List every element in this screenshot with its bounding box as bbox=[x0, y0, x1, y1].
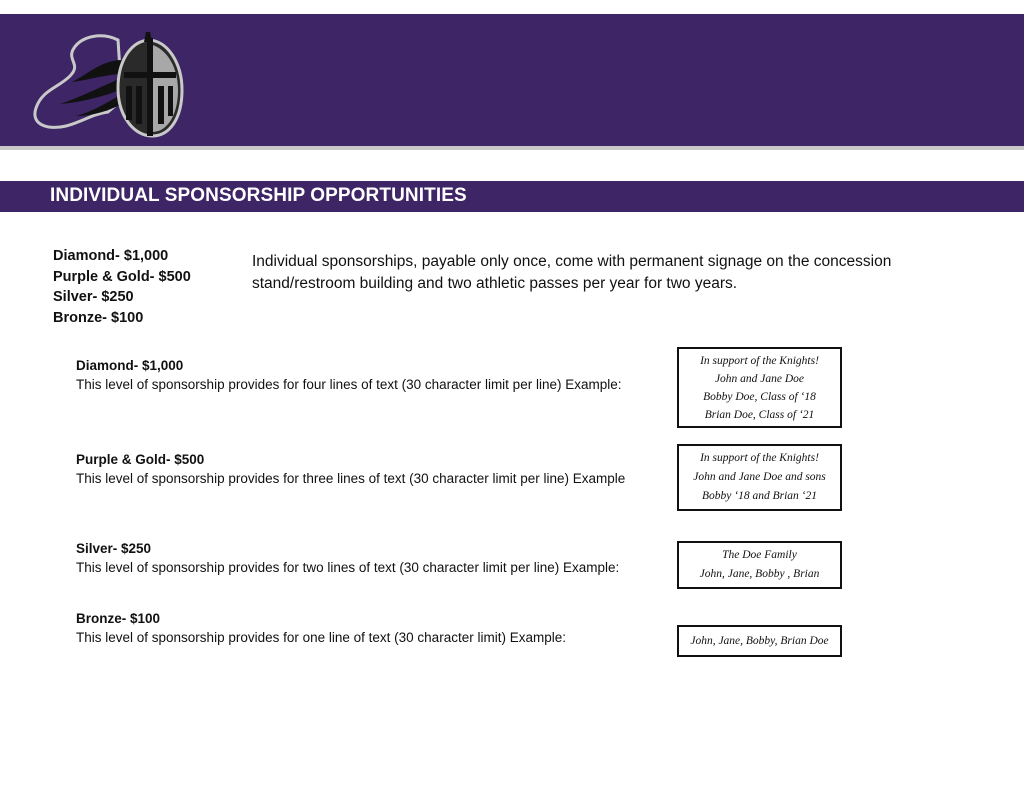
example-line: Bobby ‘18 and Brian ‘21 bbox=[702, 490, 817, 502]
tier-silver bbox=[76, 539, 676, 577]
tier-title: Silver- $250 bbox=[76, 541, 152, 556]
intro-paragraph: Individual sponsorships, payable only once, come with permanent signage on the concession stand/restroom building and two athletic passes per year for two years. bbox=[252, 253, 892, 292]
level-purple-gold: Purple & Gold- $500 bbox=[53, 268, 191, 285]
example-sign-purple-gold bbox=[677, 444, 842, 511]
example-sign-bronze bbox=[677, 625, 842, 657]
tier-description: This level of sponsorship provides for four lines of text (30 character limit per line) Example: bbox=[76, 377, 622, 392]
tier-description: This level of sponsorship provides for two lines of text (30 character limit per line) Example: bbox=[76, 560, 620, 575]
example-sign-diamond bbox=[677, 347, 842, 428]
example-line: John and Jane Doe bbox=[714, 372, 805, 385]
sponsorship-levels-list bbox=[53, 246, 233, 328]
header-divider bbox=[0, 146, 1024, 150]
tier-title: Purple & Gold- $500 bbox=[76, 452, 205, 467]
tier-description: This level of sponsorship provides for one line of text (30 character limit) Example: bbox=[76, 630, 566, 645]
level-bronze: Bronze- $100 bbox=[53, 309, 144, 326]
tier-diamond bbox=[76, 356, 676, 394]
knight-helmet-logo bbox=[22, 30, 184, 142]
example-line: The Doe Family bbox=[722, 549, 797, 561]
section-title-band bbox=[0, 181, 1024, 212]
example-line: Bobby Doe, Class of ‘18 bbox=[703, 390, 816, 403]
tier-bronze bbox=[76, 609, 676, 647]
tier-description: This level of sponsorship provides for three lines of text (30 character limit per line) Example bbox=[76, 471, 626, 486]
example-line: John, Jane, Bobby, Brian Doe bbox=[690, 635, 829, 647]
tier-purple-gold bbox=[76, 450, 676, 488]
tier-title: Diamond- $1,000 bbox=[76, 358, 184, 373]
section-title: INDIVIDUAL SPONSORSHIP OPPORTUNITIES bbox=[50, 185, 467, 206]
top-margin bbox=[0, 0, 1024, 14]
example-line: John and Jane Doe and sons bbox=[693, 471, 826, 483]
tier-title: Bronze- $100 bbox=[76, 611, 161, 626]
example-line: John, Jane, Bobby , Brian bbox=[699, 568, 820, 580]
level-diamond: Diamond- $1,000 bbox=[53, 248, 169, 264]
example-line: In support of the Knights! bbox=[700, 452, 819, 464]
example-line: Brian Doe, Class of ‘21 bbox=[704, 408, 815, 421]
level-silver: Silver- $250 bbox=[53, 289, 134, 305]
example-line: In support of the Knights! bbox=[700, 354, 819, 367]
example-sign-silver bbox=[677, 541, 842, 589]
